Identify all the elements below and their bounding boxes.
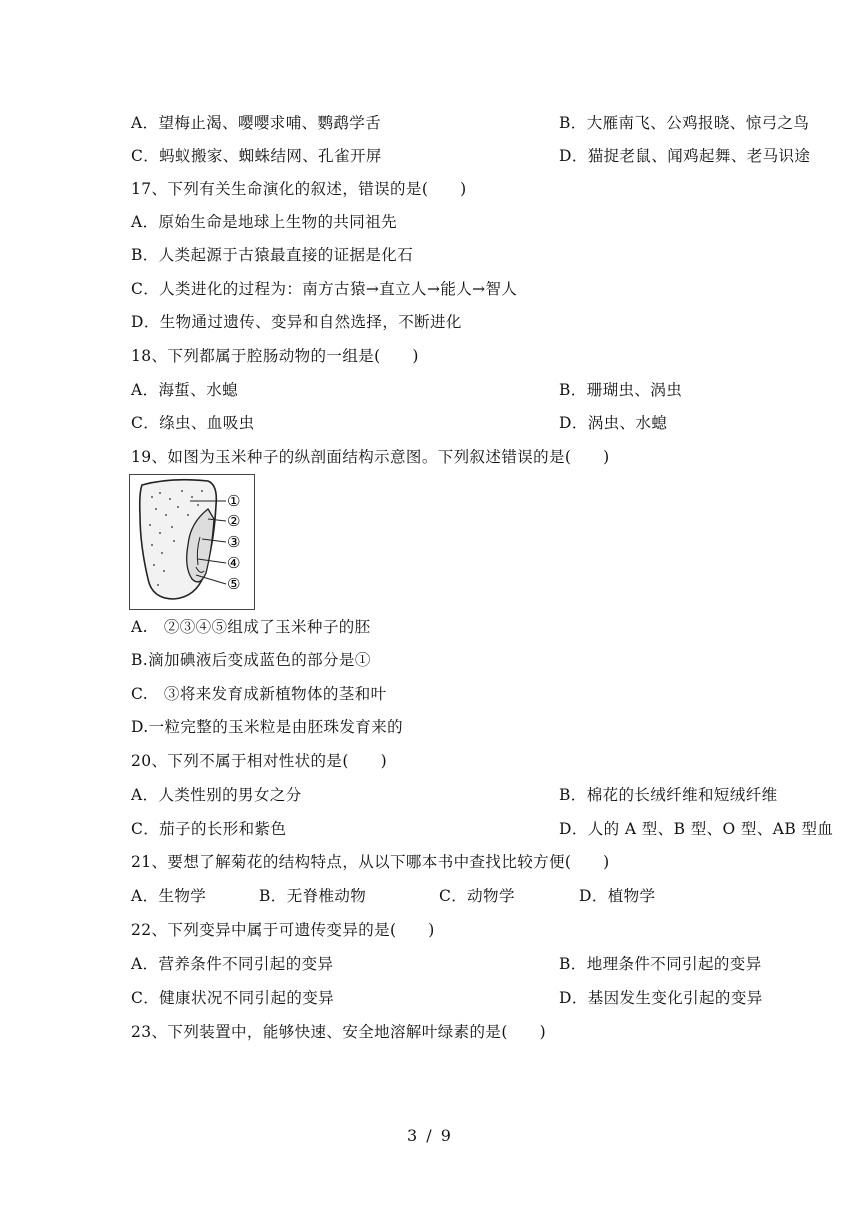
q16-option-d: D．猫捉老鼠、闻鸡起舞、老马识途	[559, 147, 811, 165]
q20-row1	[131, 785, 778, 805]
label-1: ①	[227, 492, 241, 510]
q22-row2	[131, 988, 763, 1008]
q19-option-c: C. ③将来发育成新植物体的茎和叶	[131, 685, 387, 703]
q18-option-c: C．绦虫、血吸虫	[131, 414, 255, 432]
q20-row2	[131, 819, 834, 839]
q19-option-d: D.一粒完整的玉米粒是由胚珠发育来的	[131, 718, 404, 736]
q19-option-b: B.滴加碘液后变成蓝色的部分是①	[131, 651, 371, 669]
q20-stem: 20、下列不属于相对性状的是( )	[131, 752, 388, 770]
label-4: ④	[227, 554, 241, 572]
q21-option-a: A．生物学	[131, 887, 207, 905]
q18-stem: 18、下列都属于腔肠动物的一组是( )	[131, 347, 419, 365]
q22-option-c: C．健康状况不同引起的变异	[131, 989, 335, 1007]
label-2: ②	[227, 512, 241, 530]
q18-option-d: D．涡虫、水螅	[559, 414, 668, 432]
q23-stem: 23、下列装置中，能够快速、安全地溶解叶绿素的是( )	[131, 1023, 547, 1041]
q21-options	[131, 886, 656, 906]
q17-option-a: A．原始生命是地球上生物的共同祖先	[131, 213, 397, 231]
q16-option-b: B．大雁南飞、公鸡报晓、惊弓之鸟	[559, 114, 810, 132]
q22-option-d: D．基因发生变化引起的变异	[559, 989, 763, 1007]
q20-option-a: A．人类性别的男女之分	[131, 786, 302, 804]
q20-option-b: B．棉花的长绒纤维和短绒纤维	[559, 786, 778, 804]
label-5: ⑤	[227, 575, 241, 593]
q21-option-c: C．动物学	[439, 887, 515, 905]
q17-option-c: C．人类进化的过程为：南方古猿→直立人→能人→智人	[131, 280, 518, 298]
q16-option-c: C．蚂蚁搬家、蜘蛛结网、孔雀开屏	[131, 147, 382, 165]
q22-option-b: B．地理条件不同引起的变异	[559, 955, 762, 973]
q22-row1	[131, 954, 762, 974]
q19-option-a: A. ②③④⑤组成了玉米种子的胚	[131, 618, 371, 636]
q18-option-a: A．海蜇、水螅	[131, 381, 238, 399]
q16-option-a: A．望梅止渴、嘤嘤求哺、鹦鹉学舌	[131, 114, 382, 132]
q21-option-d: D．植物学	[579, 887, 656, 905]
q20-option-d: D．人的 A 型、B 型、O 型、AB 型血	[559, 820, 834, 838]
q16-row2	[131, 146, 811, 166]
corn-seed-illustration	[130, 475, 254, 609]
q16-row1	[131, 113, 810, 133]
q18-row2	[131, 413, 668, 433]
q20-option-c: C．茄子的长形和紫色	[131, 820, 287, 838]
q17-option-b: B．人类起源于古猿最直接的证据是化石	[131, 246, 414, 264]
q21-stem: 21、要想了解菊花的结构特点，从以下哪本书中查找比较方便( )	[131, 853, 610, 871]
q17-stem: 17、下列有关生命演化的叙述，错误的是( )	[131, 180, 467, 198]
page-number: 3 / 9	[407, 1126, 453, 1145]
q18-row1	[131, 380, 683, 400]
q19-stem: 19、如图为玉米种子的纵剖面结构示意图。下列叙述错误的是( )	[131, 448, 610, 466]
q18-option-b: B．珊瑚虫、涡虫	[559, 381, 683, 399]
q21-option-b: B．无脊椎动物	[259, 887, 367, 905]
q22-option-a: A．营养条件不同引起的变异	[131, 955, 334, 973]
q22-stem: 22、下列变异中属于可遗传变异的是( )	[131, 921, 435, 939]
q17-option-d: D．生物通过遗传、变异和自然选择，不断进化	[131, 313, 462, 331]
corn-seed-diagram	[129, 474, 255, 610]
label-3: ③	[227, 533, 241, 551]
